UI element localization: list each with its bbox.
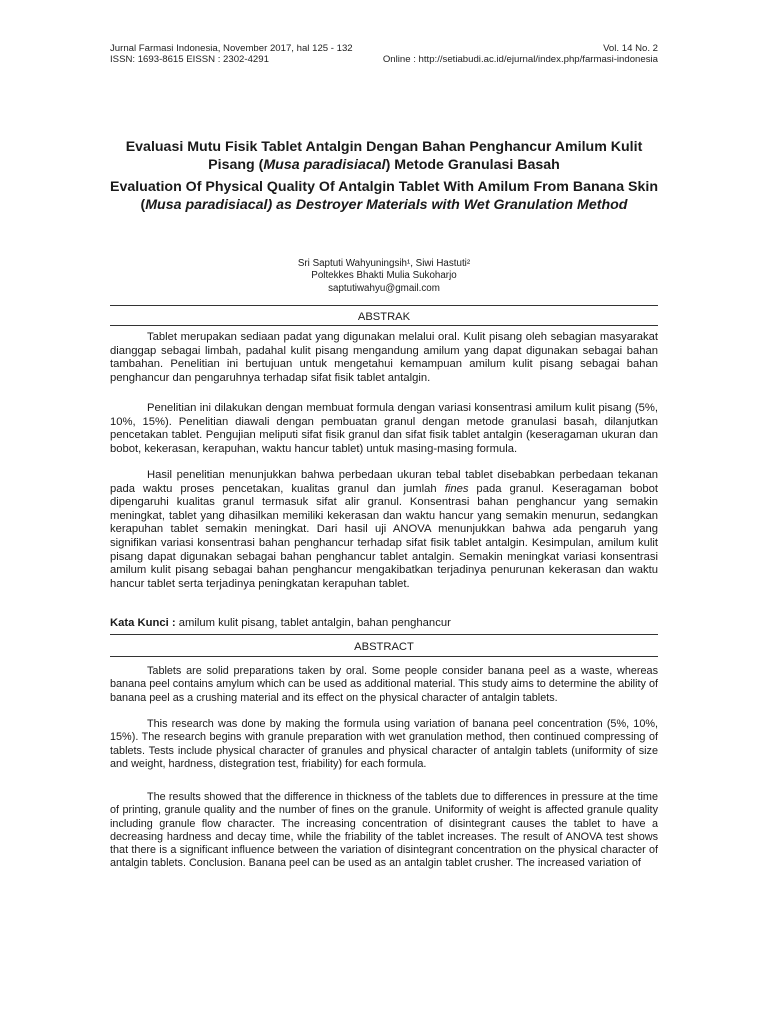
title-en-part1: Evaluation Of Physical Quality Of Antalgin Tablet With Amilum From Banana Skin ( xyxy=(110,179,659,213)
running-header-line-2 xyxy=(110,54,658,66)
divider xyxy=(110,325,658,326)
issn: ISSN: 1693-8615 EISSN : 2302-4291 xyxy=(110,54,269,65)
abstrak-paragraph-1: Tablet merupakan sediaan padat yang digunakan melalui oral. Kulit pisang oleh sebagian masyarakat dianggap sebagai limbah, padahal kulit pisang mengandung amilum yang dapat digunakan sebagai bahan tambahan. Penelitian ini bertujuan untuk mengetahui kemampuan amilum kulit pisang sebagai bahan penghancur dan pengaruhnya terhadap sifat fisik tablet antalgin. xyxy=(110,331,658,384)
abstrak-p3-text: Hasil penelitian menunjukkan bahwa perbedaan ukuran tebal tablet disebabkan perbedaan tekanan pada waktu proses pencetakan, kualitas granul dan jumlah xyxy=(110,469,658,495)
abstract-paragraph-1: Tablets are solid preparations taken by oral. Some people consider banana peel as a waste, whereas banana peel contains amylum which can be used as additional material. This study aims to determine the ability of banana peel as a crushing material and its effect on the physical character of antalgin tablets. xyxy=(110,665,658,704)
author-block xyxy=(110,258,658,295)
title-id-italic: Musa paradisiacal xyxy=(263,156,386,173)
abstrak-p3-italic: fines xyxy=(444,482,469,495)
title-id-part2: ) Metode Granulasi Basah xyxy=(385,156,560,173)
keywords xyxy=(110,617,658,629)
abstract-paragraph-3: The results showed that the difference in thickness of the tablets due to differences in pressure at the time of printing, granule quality and the number of fines on the granule. Uniformity of weight is affected granule quality including granule flow character. The increasing concentration of disintegrant causes the tablet to have a decreasing hardness and decay time, while the friability of the tablet increases. The result of ANOVA test shows that there is a significant influence between the variation of disintegrant concentration on the physical character of antalgin tablets. Conclusion. Banana peel can be used as an antalgin tablet crusher. The increased variation of xyxy=(110,791,658,870)
divider xyxy=(110,305,658,306)
title-id-part1: Evaluasi Mutu Fisik Tablet Antalgin Dengan Bahan Penghancur Amilum Kulit Pisang ( xyxy=(125,139,643,173)
title-en-italic: Musa paradisiacal) as Destroyer Materials with Wet Granulation Method xyxy=(145,196,628,213)
abstract-heading: ABSTRACT xyxy=(354,641,414,653)
abstrak-p3-text-rest: pada granul. Keseragaman bobot dipengaruhi kualitas granul termasuk sifat alir granul. Konsentrasi bahan penghancur yang semakin meningkat, tablet yang dihasilkan memiliki kekerasan dan waktu hancur yang semakin menurun, sedangkan kerapuhan tablet semakin meningkat. Dari hasil uji ANOVA menunjukkan bahwa ada pengaruh yang signifikan variasi konsentrasi bahan penghancur terhadap sifat fisik tablet antalgin. Kesimpulan, amilum kulit pisang dapat digunakan sebagai bahan penghancur tablet antalgin. Semakin meningkat variasi konsentrasi amilum kulit pisang sebagai bahan penghancur mengakibatkan terjadinya penurunan kekerasan dan waktu hancur tablet serta terjadinya peningkatan kerapuhan tablet. xyxy=(110,482,659,590)
title-indonesian xyxy=(110,139,658,174)
divider xyxy=(110,634,658,635)
keywords-label: Kata Kunci : xyxy=(110,617,176,629)
abstrak-paragraph-2: Penelitian ini dilakukan dengan membuat formula dengan variasi konsentrasi amilum kulit pisang (5%, 10%, 15%). Penelitian diawali dengan pembuatan granul dengan metode granulasi basah, dilanjutkan pencetakan tablet. Pengujian meliputi sifat fisik granul dan sifat fisik tablet antalgin (keseragaman ukuran dan bobot, kekerasan, kerapuhan, waktu hancur tablet) untuk masing-masing formula. xyxy=(110,402,658,455)
journal-citation: Jurnal Farmasi Indonesia, November 2017, hal 125 - 132 xyxy=(110,43,353,54)
author-email: saptutiwahyu@gmail.com xyxy=(328,282,440,294)
author-names: Sri Saptuti Wahyuningsih¹, Siwi Hastuti² xyxy=(297,258,471,269)
online-url: Online : http://setiabudi.ac.id/ejurnal/index.php/farmasi-indonesia xyxy=(382,54,658,65)
keywords-text: amilum kulit pisang, tablet antalgin, bahan penghancur xyxy=(175,617,451,629)
abstract-paragraph-2: This research was done by making the formula using variation of banana peel concentration (5%, 10%, 15%). The research begins with granule preparation with wet granulation method, then continued compressing of tablets. Tests include physical character of granules and physical character of antalgin tablets (uniformity of size and weight, hardness, distegration test, friability) for each formula. xyxy=(110,718,658,770)
abstrak-heading: ABSTRAK xyxy=(357,311,411,323)
title-english xyxy=(110,179,658,214)
volume-number: Vol. 14 No. 2 xyxy=(603,43,658,54)
author-affiliation: Poltekkes Bhakti Mulia Sukoharjo xyxy=(311,270,457,282)
abstrak-paragraph-3 xyxy=(110,469,658,591)
divider xyxy=(110,656,658,657)
